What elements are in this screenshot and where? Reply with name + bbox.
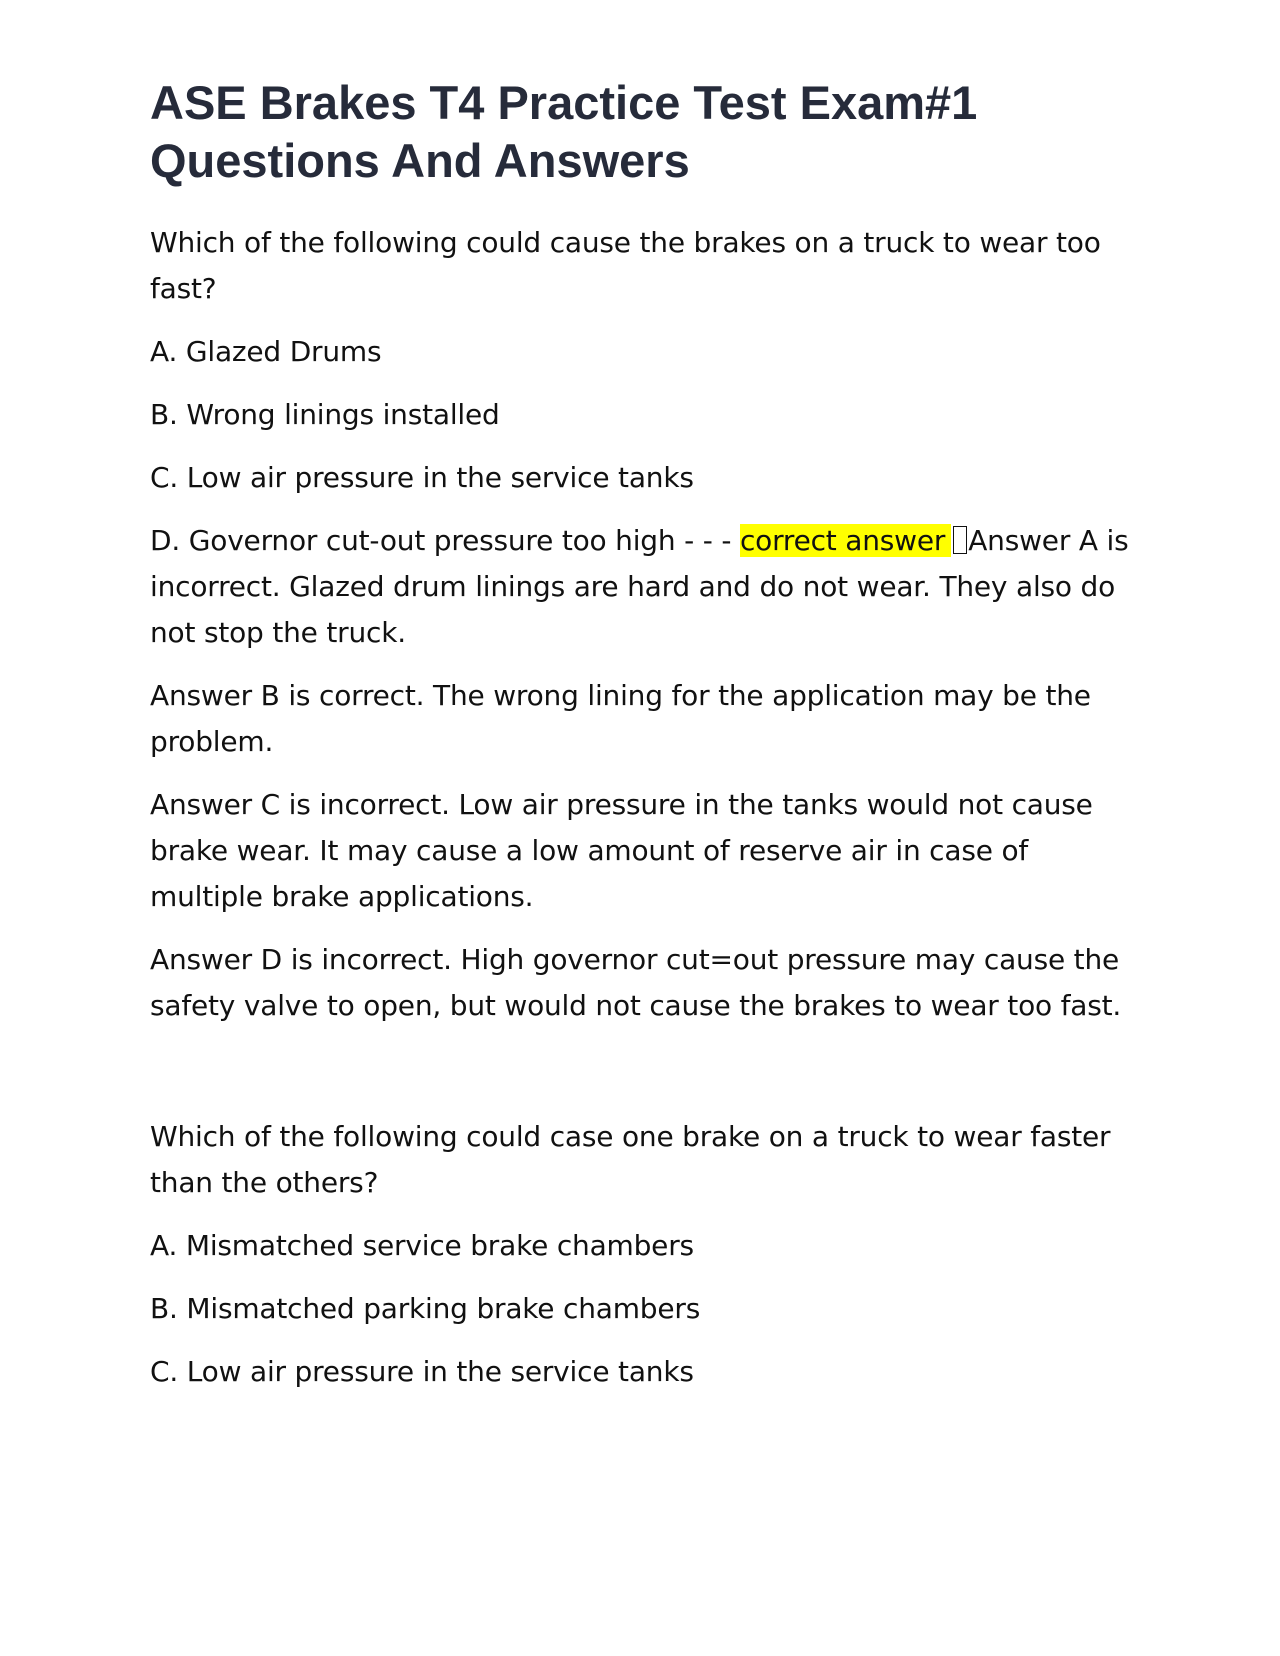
explanation-c: Answer C is incorrect. Low air pressure in the tanks would not cause brake wear. It may cause a low amount of reserve air in case of multiple brake applications. (150, 788, 1093, 913)
correct-answer-highlight: correct answer (740, 524, 951, 557)
question-2-option-c: C. Low air pressure in the service tanks (150, 1355, 694, 1388)
question-2-text: Which of the following could case one brake on a truck to wear faster than the others? (150, 1120, 1111, 1199)
explanation-b: Answer B is correct. The wrong lining for the application may be the problem. (150, 679, 1091, 758)
missing-glyph-icon (953, 526, 967, 554)
question-1-option-d (150, 518, 1135, 656)
question-2-option-b: B. Mismatched parking brake chambers (150, 1292, 701, 1325)
question-2-option-a: A. Mismatched service brake chambers (150, 1229, 694, 1262)
question-1-option-c: C. Low air pressure in the service tanks (150, 461, 694, 494)
document-page (150, 74, 1135, 1412)
page-title: ASE Brakes T4 Practice Test Exam#1 Questions And Answers (150, 76, 978, 187)
explanation-a: Answer A is incorrect. Glazed drum linings are hard and do not wear. They also do not stop the truck. (150, 524, 1129, 649)
question-1-option-b: B. Wrong linings installed (150, 398, 500, 431)
option-d-prefix: D. Governor cut-out pressure too high - - - (150, 524, 740, 557)
section-spacer (150, 1046, 1135, 1114)
question-1-text: Which of the following could cause the brakes on a truck to wear too fast? (150, 226, 1101, 305)
question-1-option-a: A. Glazed Drums (150, 335, 382, 368)
explanation-d: Answer D is incorrect. High governor cut=out pressure may cause the safety valve to open, but would not cause the brakes to wear too fast. (150, 943, 1122, 1022)
